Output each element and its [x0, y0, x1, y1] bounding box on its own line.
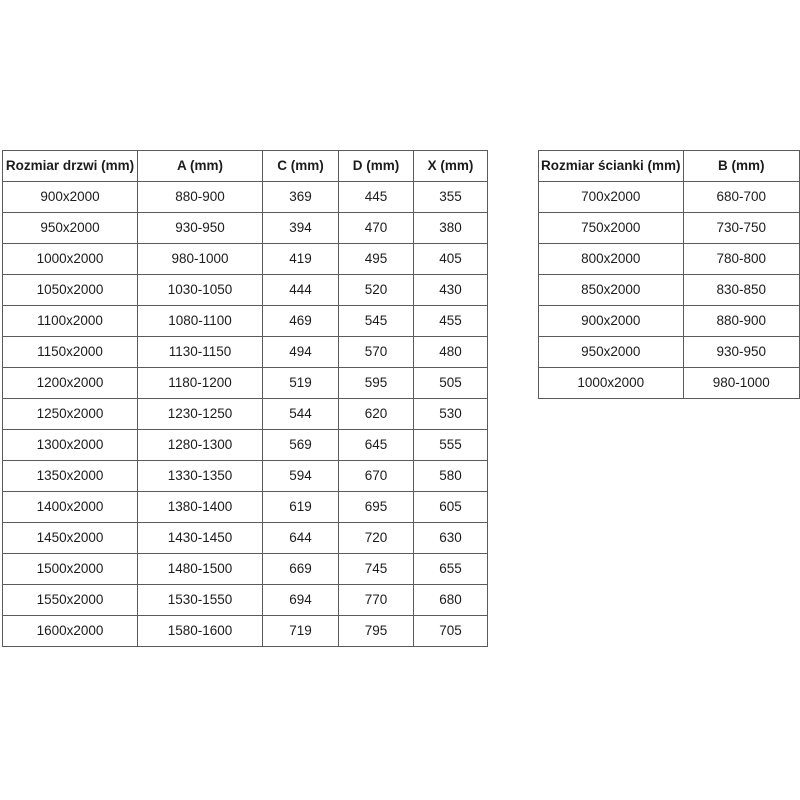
table-row [539, 182, 800, 213]
table-cell: 580 [414, 461, 488, 492]
table-cell: 644 [263, 523, 339, 554]
table-cell: 705 [414, 616, 488, 647]
table-cell: 1080-1100 [138, 306, 263, 337]
table-cell: 619 [263, 492, 339, 523]
table-cell: 1380-1400 [138, 492, 263, 523]
table-cell: 930-950 [683, 337, 799, 368]
table-row [539, 275, 800, 306]
table-row [539, 244, 800, 275]
table-cell: 750x2000 [539, 213, 684, 244]
table-row [3, 399, 488, 430]
column-header: B (mm) [683, 151, 799, 182]
table-cell: 445 [339, 182, 414, 213]
table-row [3, 368, 488, 399]
table-row [3, 275, 488, 306]
table-cell: 1050x2000 [3, 275, 138, 306]
column-header: C (mm) [263, 151, 339, 182]
table-cell: 1530-1550 [138, 585, 263, 616]
table-cell: 1300x2000 [3, 430, 138, 461]
table-cell: 1150x2000 [3, 337, 138, 368]
table-cell: 1500x2000 [3, 554, 138, 585]
table-cell: 1450x2000 [3, 523, 138, 554]
table-cell: 505 [414, 368, 488, 399]
table-cell: 980-1000 [138, 244, 263, 275]
table-cell: 900x2000 [3, 182, 138, 213]
table-cell: 1100x2000 [3, 306, 138, 337]
table-cell: 695 [339, 492, 414, 523]
table-header-row [3, 151, 488, 182]
table-cell: 570 [339, 337, 414, 368]
table-cell: 545 [339, 306, 414, 337]
table-cell: 680-700 [683, 182, 799, 213]
table-row [3, 182, 488, 213]
table-cell: 694 [263, 585, 339, 616]
table-cell: 680 [414, 585, 488, 616]
table-row [3, 306, 488, 337]
table-cell: 555 [414, 430, 488, 461]
table-cell: 569 [263, 430, 339, 461]
table-cell: 800x2000 [539, 244, 684, 275]
table-cell: 405 [414, 244, 488, 275]
table-cell: 950x2000 [539, 337, 684, 368]
table-row [3, 616, 488, 647]
table-cell: 630 [414, 523, 488, 554]
table-cell: 930-950 [138, 213, 263, 244]
table-row [3, 585, 488, 616]
table-cell: 594 [263, 461, 339, 492]
table-row [3, 461, 488, 492]
column-header: A (mm) [138, 151, 263, 182]
table-row [539, 368, 800, 399]
table-cell: 745 [339, 554, 414, 585]
table-cell: 469 [263, 306, 339, 337]
table-cell: 480 [414, 337, 488, 368]
column-header: Rozmiar drzwi (mm) [3, 151, 138, 182]
table-cell: 1030-1050 [138, 275, 263, 306]
table-cell: 1130-1150 [138, 337, 263, 368]
table-cell: 670 [339, 461, 414, 492]
table-cell: 470 [339, 213, 414, 244]
table-cell: 1350x2000 [3, 461, 138, 492]
table-row [3, 430, 488, 461]
wall-sizes-table [538, 150, 800, 399]
table-row [539, 213, 800, 244]
table-cell: 1580-1600 [138, 616, 263, 647]
table-cell: 430 [414, 275, 488, 306]
table-cell: 519 [263, 368, 339, 399]
table-cell: 1000x2000 [539, 368, 684, 399]
table-cell: 530 [414, 399, 488, 430]
table-cell: 1600x2000 [3, 616, 138, 647]
table-cell: 980-1000 [683, 368, 799, 399]
table-cell: 850x2000 [539, 275, 684, 306]
table-cell: 1000x2000 [3, 244, 138, 275]
table-cell: 369 [263, 182, 339, 213]
table-cell: 1230-1250 [138, 399, 263, 430]
table-cell: 720 [339, 523, 414, 554]
column-header: D (mm) [339, 151, 414, 182]
table-cell: 394 [263, 213, 339, 244]
table-cell: 380 [414, 213, 488, 244]
table-cell: 455 [414, 306, 488, 337]
table-cell: 655 [414, 554, 488, 585]
table-cell: 880-900 [138, 182, 263, 213]
table-row [3, 492, 488, 523]
table-cell: 780-800 [683, 244, 799, 275]
table-cell: 605 [414, 492, 488, 523]
column-header: Rozmiar ścianki (mm) [539, 151, 684, 182]
table-cell: 544 [263, 399, 339, 430]
table-cell: 669 [263, 554, 339, 585]
table-cell: 730-750 [683, 213, 799, 244]
table-cell: 1480-1500 [138, 554, 263, 585]
table-cell: 795 [339, 616, 414, 647]
table-cell: 770 [339, 585, 414, 616]
table-row [3, 337, 488, 368]
table-cell: 645 [339, 430, 414, 461]
table-header-row [539, 151, 800, 182]
table-row [539, 306, 800, 337]
table-cell: 520 [339, 275, 414, 306]
table-cell: 1550x2000 [3, 585, 138, 616]
table-cell: 1180-1200 [138, 368, 263, 399]
table-cell: 595 [339, 368, 414, 399]
table-row [539, 337, 800, 368]
door-sizes-table [2, 150, 488, 647]
table-cell: 830-850 [683, 275, 799, 306]
table-cell: 355 [414, 182, 488, 213]
column-header: X (mm) [414, 151, 488, 182]
table-cell: 900x2000 [539, 306, 684, 337]
table-cell: 719 [263, 616, 339, 647]
table-cell: 494 [263, 337, 339, 368]
table-cell: 620 [339, 399, 414, 430]
table-cell: 419 [263, 244, 339, 275]
table-cell: 1200x2000 [3, 368, 138, 399]
table-cell: 950x2000 [3, 213, 138, 244]
table-cell: 1280-1300 [138, 430, 263, 461]
table-cell: 1330-1350 [138, 461, 263, 492]
table-cell: 700x2000 [539, 182, 684, 213]
table-row [3, 244, 488, 275]
table-cell: 1400x2000 [3, 492, 138, 523]
table-row [3, 523, 488, 554]
table-row [3, 213, 488, 244]
table-cell: 880-900 [683, 306, 799, 337]
table-cell: 444 [263, 275, 339, 306]
table-cell: 1250x2000 [3, 399, 138, 430]
table-cell: 1430-1450 [138, 523, 263, 554]
table-row [3, 554, 488, 585]
table-cell: 495 [339, 244, 414, 275]
